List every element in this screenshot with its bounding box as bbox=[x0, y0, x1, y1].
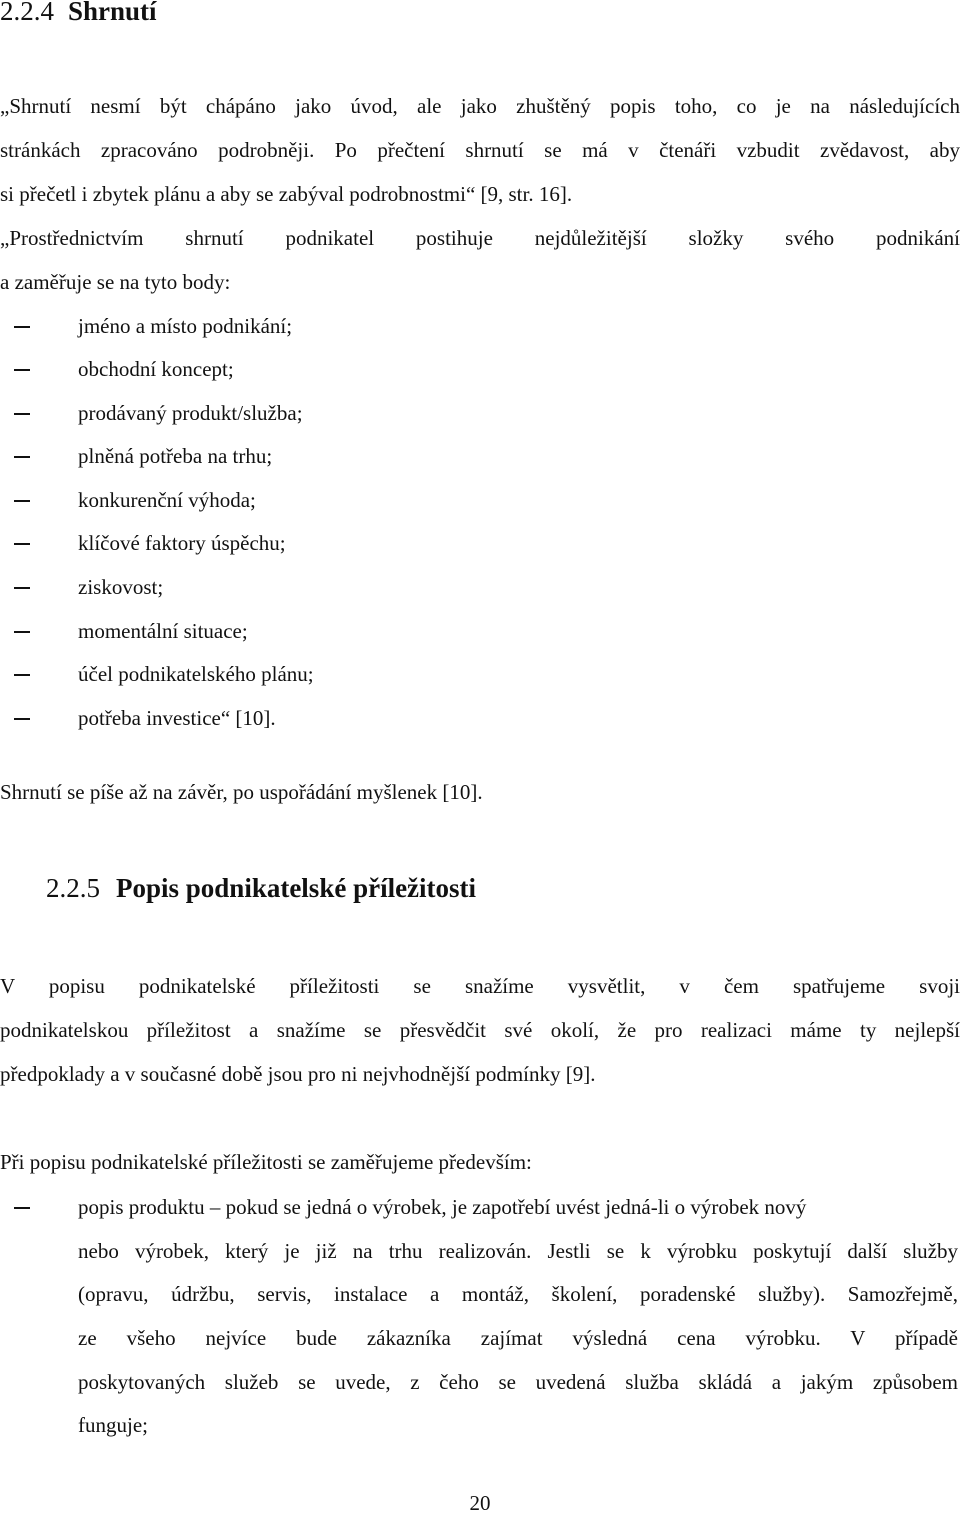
page-number: 20 bbox=[469, 1491, 491, 1515]
dash-bullet-icon bbox=[14, 1207, 30, 1209]
dash-bullet-icon bbox=[14, 413, 30, 415]
dash-bullet-icon bbox=[14, 456, 30, 458]
summary-paragraph-line: „Shrnutí nesmí být chápáno jako úvod, ale jako zhuštěný popis toho, co je na následujících bbox=[0, 94, 960, 118]
list-item-continuation: funguje; bbox=[78, 1413, 148, 1437]
summary-paragraph-line: stránkách zpracováno podrobněji. Po přečtení shrnutí se má v čtenáři vzbudit zvědavost, aby bbox=[0, 138, 960, 162]
summary-points-intro-line: a zaměřuje se na tyto body: bbox=[0, 270, 231, 294]
list-item-continuation: nebo výrobek, který je již na trhu realizován. Jestli se k výrobku poskytují další služby bbox=[78, 1239, 958, 1263]
opportunity-paragraph-line: předpoklady a v současné době jsou pro ni nejvhodnější podmínky [9]. bbox=[0, 1062, 596, 1086]
opportunity-paragraph-line: V popisu podnikatelské příležitosti se snažíme vysvětlit, v čem spatřujeme svoji bbox=[0, 974, 960, 998]
section-number: 2.2.5 bbox=[46, 873, 100, 903]
section-heading-opportunity bbox=[46, 873, 476, 904]
list-item-continuation: poskytovaných služeb se uvede, z čeho se uvedená služba skládá a jakým způsobem bbox=[78, 1370, 958, 1394]
list-item-continuation: ze všeho nejvíce bude zákazníka zajímat výsledná cena výrobku. V případě bbox=[78, 1326, 958, 1350]
opportunity-paragraph-line: podnikatelskou příležitost a snažíme se přesvědčit své okolí, že pro realizaci máme ty nejlepší bbox=[0, 1018, 960, 1042]
dash-bullet-icon bbox=[14, 718, 30, 720]
section-number: 2.2.4 bbox=[0, 0, 54, 26]
summary-paragraph-line: si přečetl i zbytek plánu a aby se zabýval podrobnostmi“ [9, str. 16]. bbox=[0, 182, 573, 206]
dash-bullet-icon bbox=[14, 587, 30, 589]
section-heading-summary bbox=[0, 0, 157, 27]
dash-bullet-icon bbox=[14, 674, 30, 676]
section-title: Shrnutí bbox=[68, 0, 157, 26]
list-item-continuation: (opravu, údržbu, servis, instalace a montáž, školení, poradenské služby). Samozřejmě, bbox=[78, 1282, 958, 1306]
summary-closing-text: Shrnutí se píše až na závěr, po uspořádání myšlenek [10]. bbox=[0, 780, 483, 804]
opportunity-intro-text: Při popisu podnikatelské příležitosti se zaměřujeme především: bbox=[0, 1150, 532, 1174]
dash-bullet-icon bbox=[14, 631, 30, 633]
section-title: Popis podnikatelské příležitosti bbox=[116, 873, 477, 903]
dash-bullet-icon bbox=[14, 369, 30, 371]
dash-bullet-icon bbox=[14, 326, 30, 328]
dash-bullet-icon bbox=[14, 543, 30, 545]
summary-points-intro-line: „Prostřednictvím shrnutí podnikatel postihuje nejdůležitější složky svého podnikání bbox=[0, 226, 960, 250]
dash-bullet-icon bbox=[14, 500, 30, 502]
